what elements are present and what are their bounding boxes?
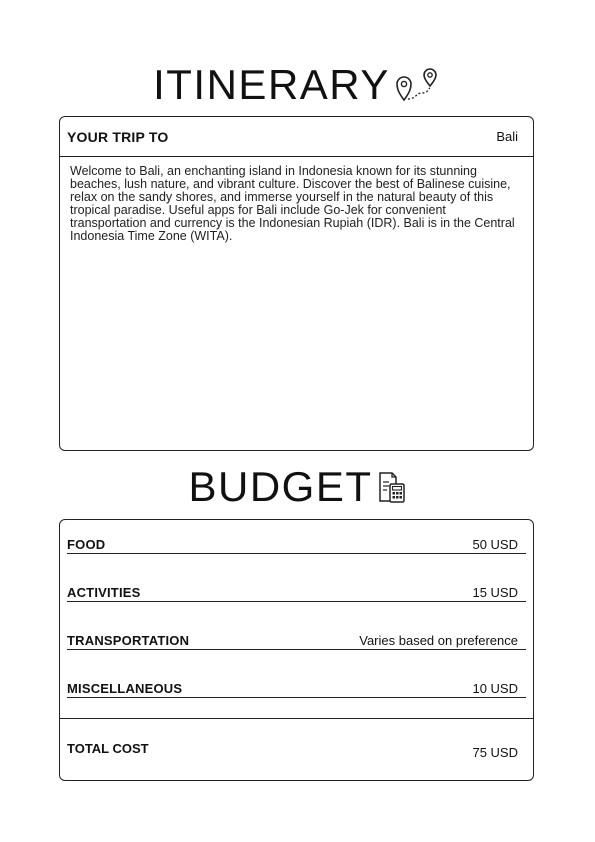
budget-row-food [67,536,526,554]
trip-destination: Bali [496,129,518,144]
budget-value: Varies based on preference [359,633,518,648]
budget-label: ACTIVITIES [67,585,141,600]
itinerary-heading [0,61,595,108]
budget-label: FOOD [67,537,106,552]
budget-row-transportation [67,632,526,650]
itinerary-box [59,116,534,451]
budget-title: BUDGET [188,463,373,510]
budget-calculator-icon [377,470,407,504]
total-cost-label: TOTAL COST [67,741,149,756]
budget-value: 50 USD [472,537,518,552]
budget-label: TRANSPORTATION [67,633,190,648]
trip-description: Welcome to Bali, an enchanting island in Indonesia known for its stunning beaches, lush nature, and vibrant culture. Discover the best of Balinese cuisine, relax on the sandy shores, and immerse yourself in the natural beauty of this tropical paradise. Useful apps for Bali include Go-Jek for convenient transportation and currency is the Indonesian Rupiah (IDR). Bali is in the Central Indonesia Time Zone (WITA). [70,164,515,243]
budget-box [59,519,534,781]
budget-heading [0,463,595,510]
trip-header [60,117,533,157]
total-divider [60,718,533,719]
itinerary-title: ITINERARY [153,61,390,108]
budget-row-activities [67,584,526,602]
budget-value: 15 USD [472,585,518,600]
trip-label: YOUR TRIP TO [67,128,169,145]
map-route-icon [394,68,442,102]
budget-row-miscellaneous [67,680,526,698]
total-cost-value: 75 USD [472,745,518,760]
budget-value: 10 USD [472,681,518,696]
budget-label: MISCELLANEOUS [67,681,183,696]
